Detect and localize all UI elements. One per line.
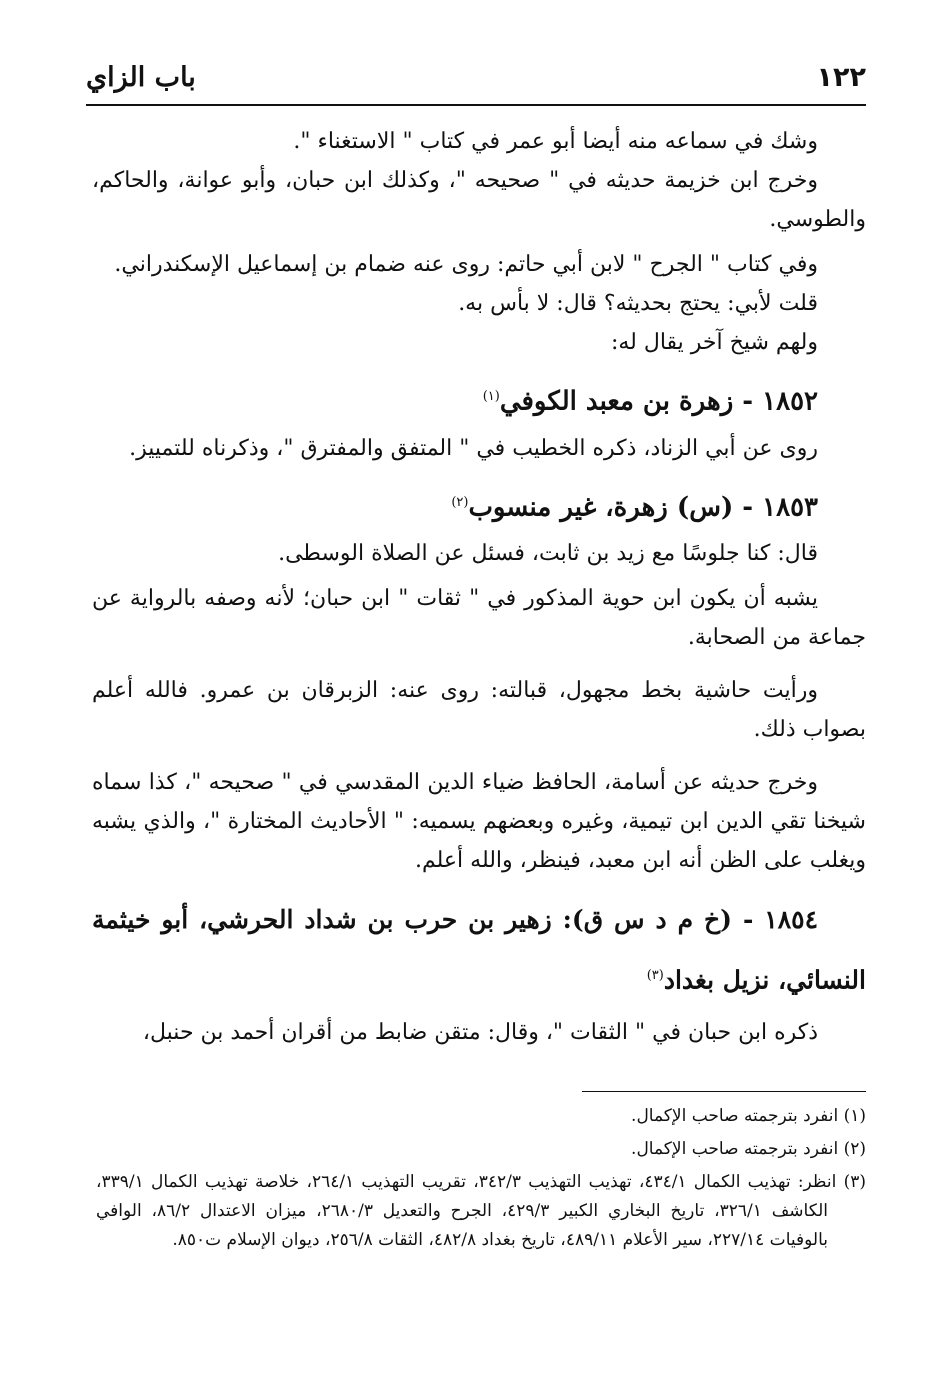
paragraph: وخرج ابن خزيمة حديثه في " صحيحه "، وكذلك ابن حبان، وأبو عوانة، والحاكم، والطوسي. (92, 168, 866, 232)
paragraph: ذكره ابن حبان في " الثقات "، وقال: متقن ضابط من أقران أحمد بن حنبل، (142, 1019, 818, 1045)
entry-heading-1853 (92, 480, 866, 531)
footnote-1: (١) انفرد بترجمته صاحب الإكمال. (631, 1106, 866, 1126)
paragraph: قال: كنا جلوسًا مع زيد بن ثابت، فسئل عن الصلاة الوسطى. (278, 541, 818, 567)
footnotes (96, 1102, 866, 1259)
paragraph: يشبه أن يكون ابن حوية المذكور في " ثقات " ابن حبان؛ لأنه وصفه بالرواية عن جماعة من الصحابة. (92, 586, 866, 651)
paragraph: وخرج حديثه عن أسامة، الحافظ ضياء الدين المقدسي في " صحيحه "، كذا سماه شيخنا تقي الدين ابن تيمية، وغيره وبعضهم يسميه: " الأحاديث المختارة "، والذي يشبه ويغلب على الظن أنه ابن معبد، فينظر، والله أعلم. (92, 770, 866, 874)
entry-heading-1852 (92, 374, 866, 425)
paragraph: ورأيت حاشية بخط مجهول، قبالته: روى عنه: الزبرقان بن عمرو. فالله أعلم بصواب ذلك. (92, 678, 866, 743)
paragraph: قلت لأبي: يحتج بحديثه؟ قال: لا بأس به. (458, 291, 818, 316)
footnote-3: (٣) انظر: تهذيب الكمال ٤٣٤/١، تهذيب التهذيب ٣٤٢/٣، تقريب التهذيب ٢٦٤/١، خلاصة تهذيب الكمال ٣٣٩/١، الكاشف ٣٢٦/١، تاريخ البخاري الكبير ٤٢٩/٣، الجرح والتعديل ٢٦٨٠/٣، ميزان الاعتدال ٨٦/٢، الوافي بالوفيات ٢٢٧/١٤، سير الأعلام ٤٨٩/١١، تاريخ بغداد ٤٨٢/٨، الثقات ٢٥٦/٨، ديوان الإسلام ت٨٥٠. (96, 1172, 866, 1250)
page-number: ١٢٢ (816, 62, 866, 93)
entry-title: ١٨٥٤ - (خ م د س ق): زهير بن حرب بن شداد الحرشي، أبو خيثمة النسائي، نزيل بغداد (92, 905, 866, 995)
running-head: باب الزاي (86, 62, 196, 93)
entry-title: ١٨٥٣ - (س) زهرة، غير منسوب (468, 492, 818, 523)
footnote-marker: (١) (482, 389, 500, 404)
footnote-marker: (٣) (646, 968, 664, 984)
footnote-separator (582, 1091, 866, 1092)
paragraph: ولهم شيخ آخر يقال له: (610, 330, 818, 355)
footnote-2: (٢) انفرد بترجمته صاحب الإكمال. (631, 1139, 866, 1159)
page-header (86, 58, 866, 106)
paragraph: روى عن أبي الزناد، ذكره الخطيب في " المتفق والمفترق "، وذكرناه للتمييز. (129, 435, 818, 461)
entry-heading-1854 (92, 892, 866, 1008)
entry-title: ١٨٥٢ - زهرة بن معبد الكوفي (499, 386, 818, 417)
paragraph: وفي كتاب " الجرح " لابن أبي حاتم: روى عنه ضمام بن إسماعيل الإسكندراني. (114, 252, 818, 277)
paragraph: وشك في سماعه منه أيضا أبو عمر في كتاب " الاستغناء ". (293, 129, 818, 154)
footnote-marker: (٢) (451, 494, 469, 510)
main-text (92, 122, 866, 1052)
